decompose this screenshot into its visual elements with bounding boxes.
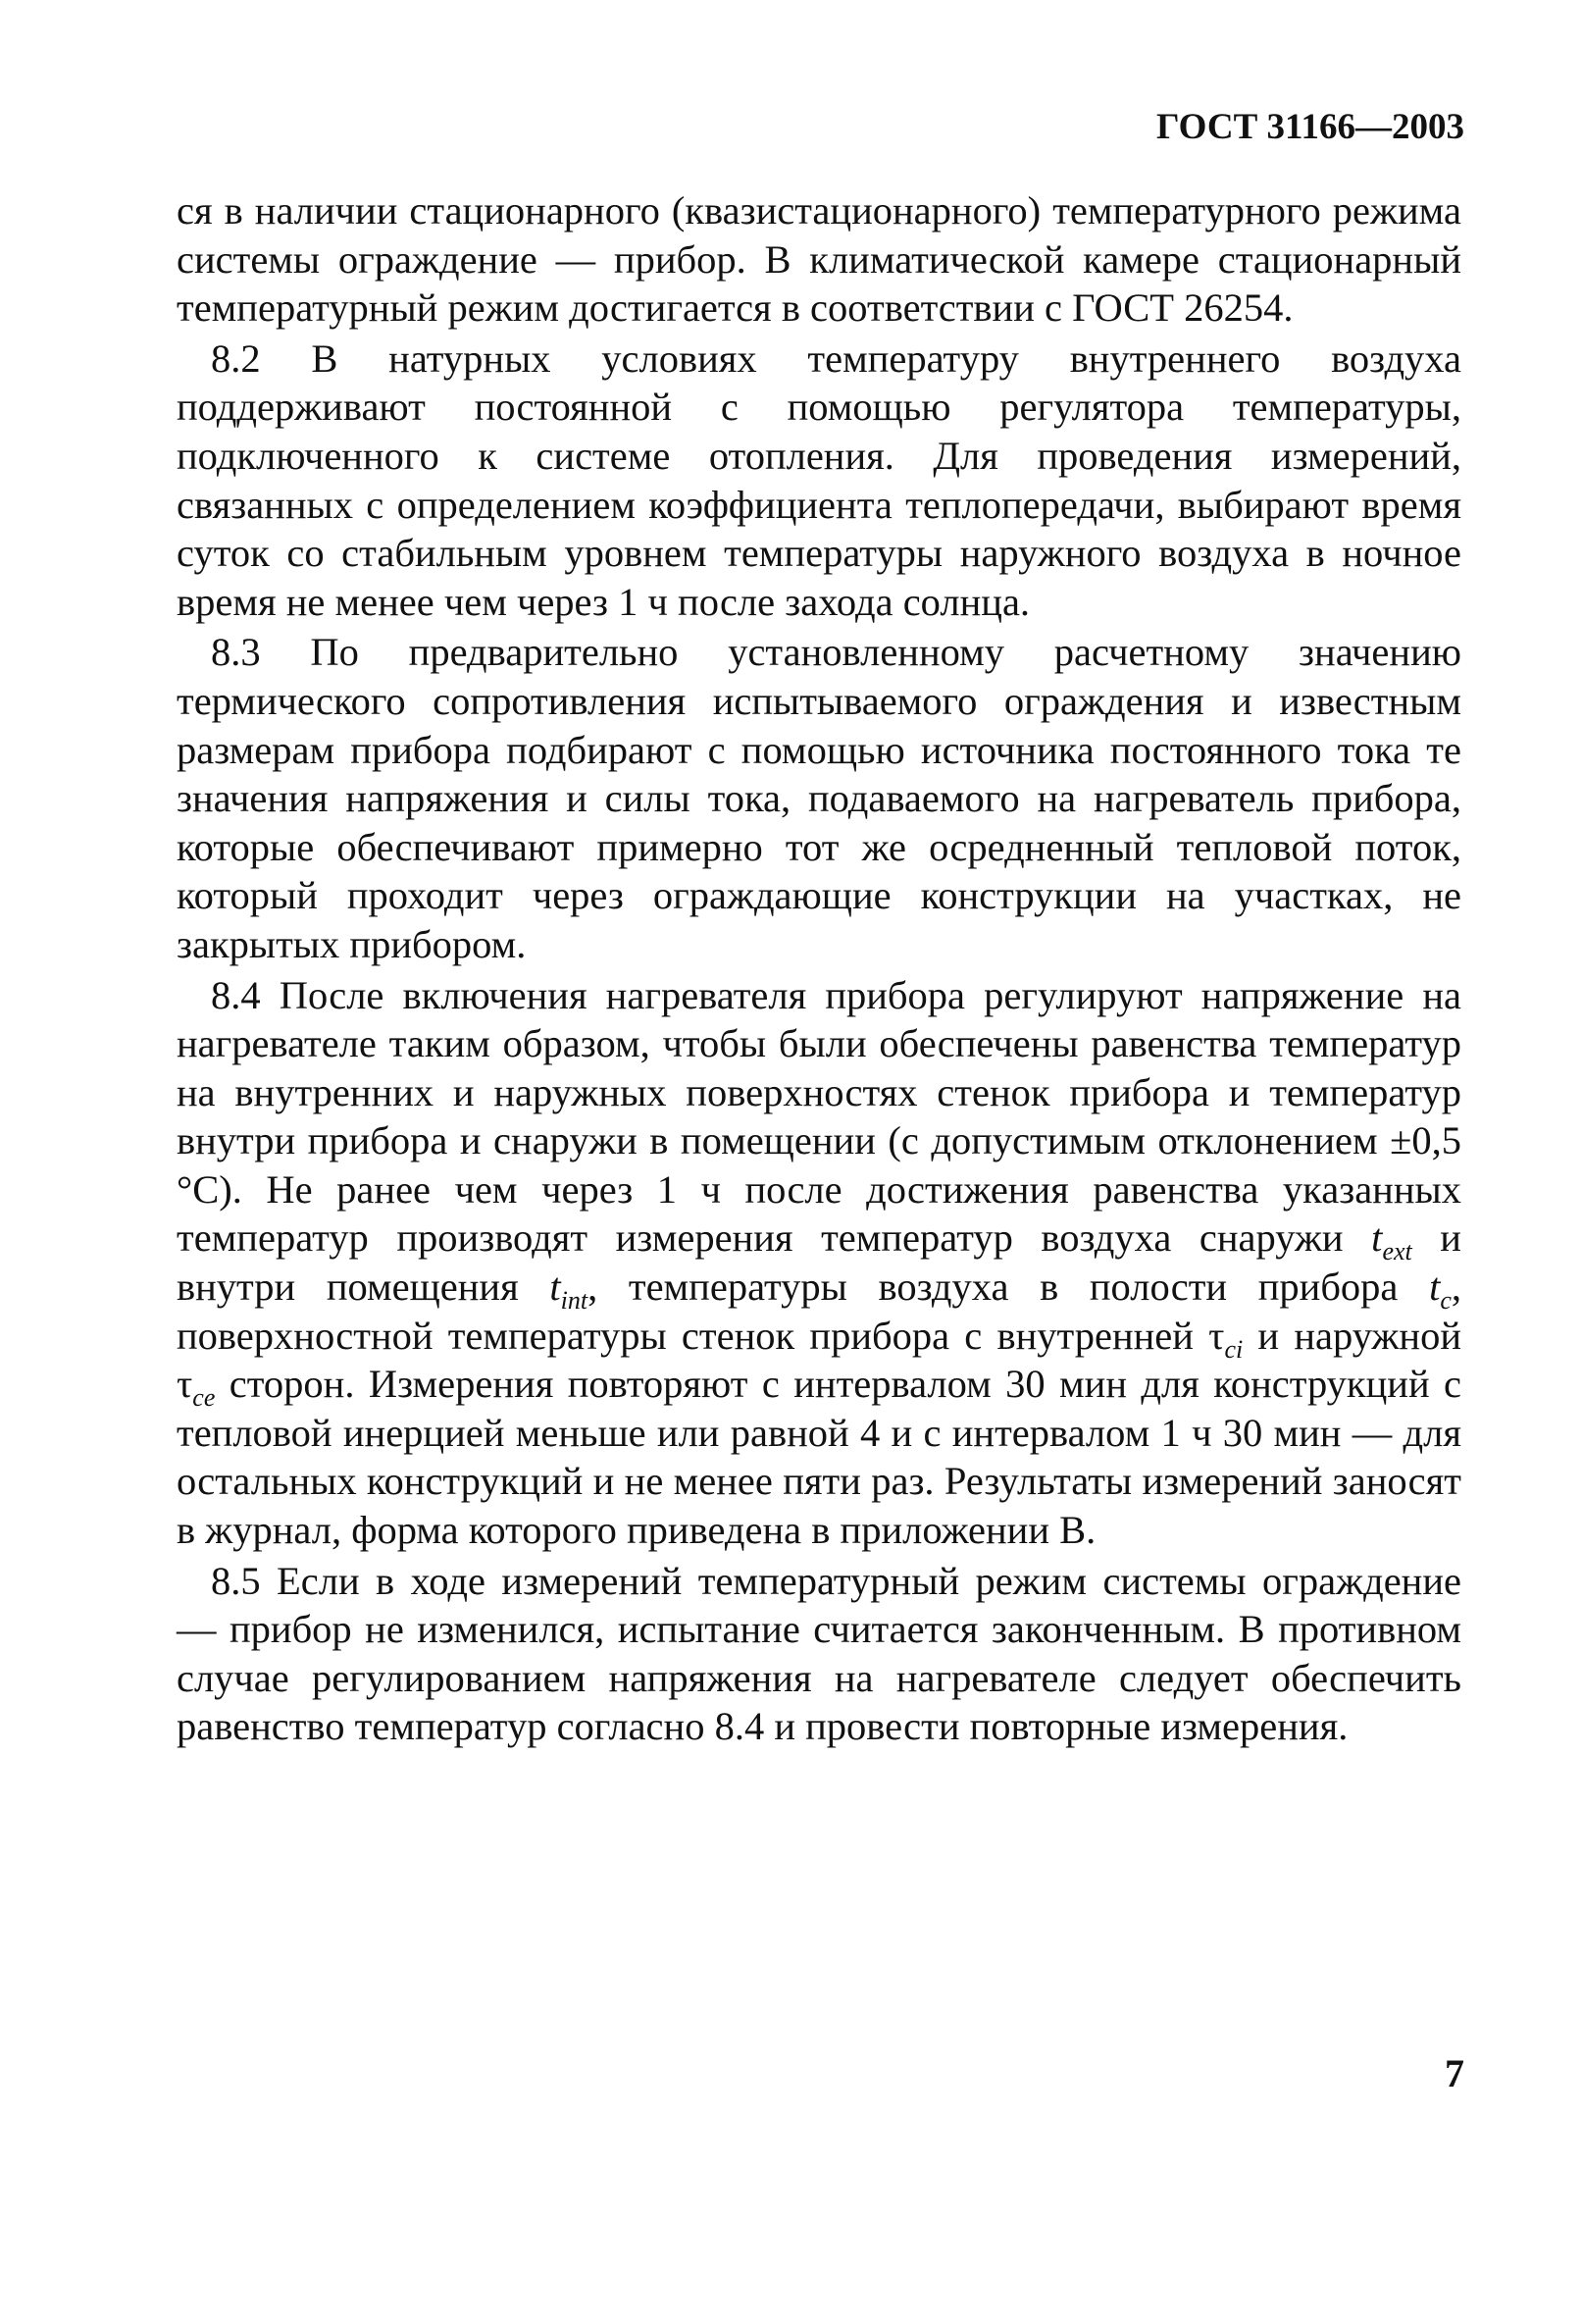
paragraph-continuation: ся в наличии стационарного (квазистационарного) температурного режима системы ограждение — прибор. В климатической камере стационарный температурный режим достигается в соответствии с ГОСТ 26254. — [177, 188, 1461, 331]
subscript-ce: ce — [192, 1383, 216, 1413]
paragraph-8-4-part-d: , поверхностной температуры стенок прибора с внутренней — [177, 1265, 1461, 1358]
symbol-t-int: t — [549, 1265, 561, 1310]
paragraph-8-4-part-b: и внутри помещения — [177, 1215, 1461, 1310]
symbol-tau-ce: τ — [177, 1362, 193, 1407]
document-header: ГОСТ 31166—2003 — [1156, 107, 1464, 147]
paragraph-8-4-part-c: , температуры воздуха в полости прибора — [587, 1265, 1430, 1310]
paragraph-8-4-part-a: 8.4 После включения нагревателя прибора регулируют напряжение на нагревателе таким образом, чтобы были обеспечены равенства температур на внутренних и наружных поверхностях стенок прибора и температур внутри прибора и снаружи в помещении (с допустимым отклонением ±0,5 °С). Не ранее чем через 1 ч после достижения равенства указанных температур производят измерения температур воздуха снаружи — [177, 972, 1461, 1261]
subscript-int: int — [560, 1286, 588, 1316]
paragraph-8-4 — [177, 971, 1461, 1555]
subscript-ci: ci — [1224, 1334, 1244, 1364]
subscript-c: c — [1440, 1286, 1452, 1316]
symbol-t-ext: t — [1371, 1215, 1383, 1261]
document-body — [177, 186, 1461, 1753]
paragraph-8-3: 8.3 По предварительно установленному расчетному значению термического сопротивления испытываемого ограждения и известным размерам прибора подбирают с помощью источника постоянного тока те значения напряжения и силы тока, подаваемого на нагреватель прибора, которые обеспечивают примерно тот же осредненный тепловой поток, который проходит через ограждающие конструкции на участках, не закрытых прибором. — [177, 630, 1461, 966]
paragraph-8-4-part-e: и наружной — [1243, 1313, 1461, 1358]
subscript-ext: ext — [1382, 1237, 1412, 1266]
paragraph-8-2: 8.2 В натурных условиях температуру внутреннего воздуха поддерживают постоянной с помощью регулятора температуры, подключенного к системе отопления. Для проведения измерений, связанных с определением коэффициента теплопередачи, выбирают время суток со стабильным уровнем температуры наружного воздуха в ночное время не менее чем через 1 ч после захода солнца. — [177, 336, 1461, 624]
paragraph-8-4-part-f: сторон. Измерения повторяют с интервалом 30 мин для конструкций с тепловой инерцией меньше или равной 4 и с интервалом 1 ч 30 мин — для остальных конструкций и не менее пяти раз. Результаты измерений заносят в журнал, форма которого приведена в приложении В. — [177, 1362, 1461, 1553]
symbol-tau-ci: τ — [1208, 1313, 1225, 1358]
page-number: 7 — [1445, 2051, 1464, 2095]
paragraph-8-5: 8.5 Если в ходе измерений температурный режим системы ограждение — прибор не изменился, испытание считается законченным. В противном случае регулированием напряжения на нагревателе следует обеспечить равенство температур согласно 8.4 и провести повторные измерения. — [177, 1558, 1461, 1749]
symbol-t-c: t — [1429, 1265, 1441, 1310]
